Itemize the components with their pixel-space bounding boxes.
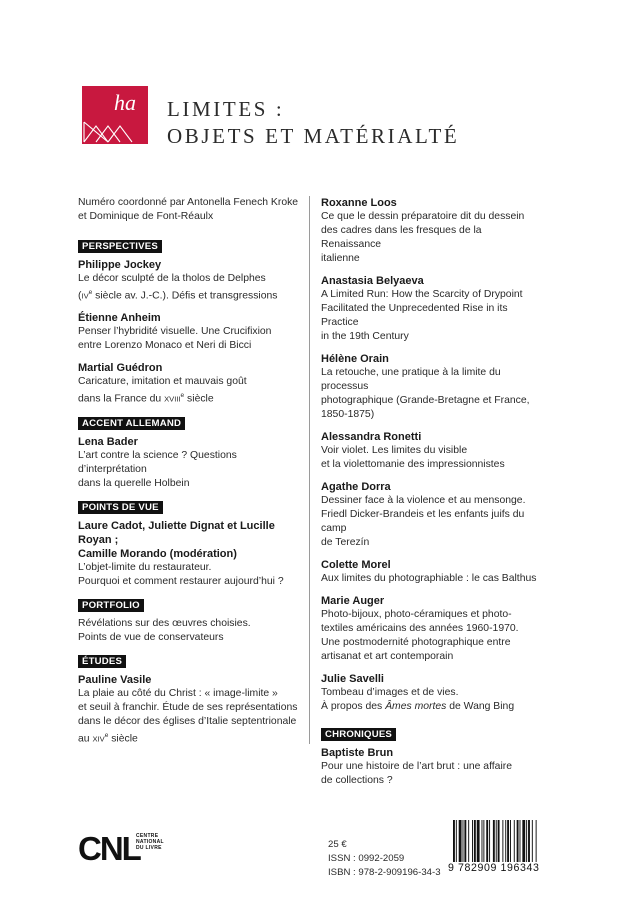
article-title	[321, 288, 543, 344]
author: Julie Savelli	[321, 673, 384, 685]
section-label-etudes: ÉTUDES	[78, 655, 126, 668]
article-title	[321, 608, 543, 664]
text-part: dans la France du	[78, 393, 165, 405]
text-part: (	[78, 290, 82, 302]
cnl-logo	[78, 829, 168, 873]
price: 25 €	[328, 839, 347, 850]
author: Agathe Dorra	[321, 481, 391, 493]
logo-text: ha	[114, 90, 136, 115]
article-title	[78, 561, 300, 589]
article-title	[78, 325, 300, 353]
article-entry	[321, 746, 543, 788]
title-line: dans le décor des églises d’Italie septentrionale	[78, 715, 297, 727]
author: Lena Bader	[78, 435, 138, 448]
superscript: e	[180, 392, 185, 400]
title-line: entre Lorenzo Monaco et Neri di Bicci	[78, 340, 252, 352]
author: Anastasia Belyaeva	[321, 275, 424, 287]
author: Étienne Anheim	[78, 312, 161, 325]
article-title	[321, 444, 543, 472]
article-entry	[321, 352, 543, 422]
isbn: ISBN : 978-2-909196-34-3	[328, 867, 441, 878]
title-line: Facilitated the Unprecedented Rise in its Practice	[321, 303, 508, 328]
article-entry	[78, 673, 300, 746]
title-line: L’objet-limite du restaurateur.	[78, 561, 212, 573]
author: Laure Cadot, Juliette Dignat et Lucille Royan ;	[78, 519, 275, 546]
section-label-accent-allemand: ACCENT ALLEMAND	[78, 417, 185, 430]
title-line: Une postmodernité photographique entre	[321, 637, 511, 648]
article-entry	[78, 519, 300, 589]
article-entry	[321, 196, 543, 266]
author: Camille Morando (modération)	[78, 547, 237, 560]
cnl-caption-line: NATIONAL	[136, 839, 164, 845]
article-entry	[321, 274, 543, 344]
superscript: e	[88, 289, 93, 296]
page-title	[167, 96, 459, 150]
article-entry	[78, 617, 300, 645]
title-line	[78, 729, 300, 746]
title-line	[321, 700, 543, 714]
article-title	[78, 617, 300, 645]
article-entry	[321, 558, 543, 586]
title-line: italienne	[321, 253, 360, 264]
ha-logo-icon	[82, 86, 148, 144]
right-column	[321, 196, 543, 796]
title-line: in the 19th Century	[321, 331, 409, 342]
section-label-portfolio: PORTFOLIO	[78, 599, 144, 612]
article-title	[78, 375, 300, 406]
issn: ISSN : 0992-2059	[328, 853, 405, 864]
century-numeral: XVIII	[164, 394, 181, 404]
title-line: Penser l’hybridité visuelle. Une Crucifixion	[78, 326, 272, 338]
author: Baptiste Brun	[321, 747, 394, 759]
article-entry	[78, 435, 300, 491]
title-line: L’art contre la science ? Questions d’interprétation	[78, 449, 237, 475]
title-line	[78, 389, 300, 406]
coordination-note	[78, 196, 300, 224]
cnl-caption	[136, 833, 164, 851]
article-title	[78, 687, 300, 746]
title-line: Pourquoi et comment restaurer aujourd’hui ?	[78, 575, 284, 587]
text-part: au	[78, 733, 93, 745]
title-line: photographique (Grande-Bretagne et France,	[321, 395, 530, 406]
cnl-caption-line: DU LIVRE	[136, 845, 162, 851]
article-entry	[321, 672, 543, 714]
text-part: À propos des	[321, 701, 386, 712]
title-line: La retouche, une pratique à la limite du processus	[321, 367, 501, 392]
title-line: La plaie au côté du Christ : « image-limite »	[78, 687, 278, 699]
title-line: Photo-bijoux, photo-céramiques et photo-	[321, 609, 512, 620]
article-title	[321, 494, 543, 550]
column-divider	[309, 196, 310, 744]
title-line: Tombeau d’images et de vies.	[321, 687, 459, 698]
article-entry	[78, 258, 300, 303]
title-line: Aux limites du photographiable : le cas Balthus	[321, 573, 537, 584]
author: Hélène Orain	[321, 353, 389, 365]
title-line: Le décor sculpté de la tholos de Delphes	[78, 273, 266, 284]
title-line: Points de vue de conservateurs	[78, 631, 224, 643]
text-part: siècle av. J.-C.). Défis et transgressions	[92, 290, 278, 302]
author: Roxanne Loos	[321, 197, 397, 209]
article-title	[78, 449, 300, 491]
publication-info	[328, 838, 441, 880]
intro-line-1: Numéro coordonné par Antonella Fenech Kroke	[78, 197, 299, 208]
text-part: siècle	[184, 393, 214, 405]
left-column	[78, 196, 300, 754]
section-label-perspectives: PERSPECTIVES	[78, 240, 162, 253]
article-title	[78, 272, 300, 303]
title-line: Dessiner face à la violence et au mensonge.	[321, 495, 526, 506]
right-entries	[321, 196, 543, 664]
title-line: et seuil à franchir. Étude de ses représentations	[78, 701, 298, 713]
author: Martial Guédron	[78, 362, 163, 375]
title-line: de collections ?	[321, 775, 393, 786]
century-numeral: XIV	[92, 734, 105, 744]
author: Marie Auger	[321, 595, 385, 607]
article-entry	[78, 311, 300, 353]
article-entry	[78, 361, 300, 406]
title-line: et la violettomanie des impressionnistes	[321, 459, 505, 470]
title-line: des cadres dans les fresques de la Renaissance	[321, 225, 482, 250]
title-line: artisanat et art contemporain	[321, 651, 454, 662]
text-part: siècle	[108, 733, 138, 745]
title-line-1: LIMITES :	[167, 97, 285, 121]
article-entry	[321, 480, 543, 550]
title-line: Pour une histoire de l’art brut : une affaire	[321, 761, 512, 772]
cnl-caption-line: CENTRE	[136, 833, 159, 839]
author: Colette Morel	[321, 559, 391, 571]
article-title	[321, 686, 543, 714]
author: Alessandra Ronetti	[321, 431, 422, 443]
title-line: Caricature, imitation et mauvais goût	[78, 376, 247, 388]
author: Philippe Jockey	[78, 259, 162, 271]
title-line: de Terezín	[321, 537, 370, 548]
cnl-letters: CNL	[78, 830, 140, 867]
article-title	[321, 760, 543, 788]
article-entry	[321, 430, 543, 472]
title-line: Révélations sur des œuvres choisies.	[78, 617, 251, 629]
article-title	[321, 572, 543, 586]
author: Pauline Vasile	[78, 673, 152, 686]
superscript: e	[104, 731, 109, 739]
title-line: 1850-1875)	[321, 409, 375, 420]
title-line: textiles américains des années 1960-1970.	[321, 623, 519, 634]
film-title: Âmes mortes	[385, 701, 447, 712]
section-label-chroniques: CHRONIQUES	[321, 728, 396, 741]
title-line-2: OBJETS ET MATÉRIALTÉ	[167, 124, 460, 148]
article-entry	[321, 594, 543, 664]
century-numeral: IV	[81, 291, 89, 301]
section-label-points-de-vue: POINTS DE VUE	[78, 501, 163, 514]
article-title	[321, 366, 543, 422]
title-line: Friedl Dicker-Brandeis et les enfants juifs du camp	[321, 509, 525, 534]
article-title	[321, 210, 543, 266]
text-part: de Wang Bing	[446, 701, 515, 712]
title-line: dans la querelle Holbein	[78, 477, 190, 489]
title-line: A Limited Run: How the Scarcity of Drypoint	[321, 289, 523, 300]
title-line: Voir violet. Les limites du visible	[321, 445, 468, 456]
barcode-number: 9 782909 196343	[448, 862, 540, 874]
title-line: Ce que le dessin préparatoire dit du dessein	[321, 211, 525, 222]
title-line	[78, 286, 300, 303]
intro-line-2: et Dominique de Font-Réaulx	[78, 211, 214, 222]
